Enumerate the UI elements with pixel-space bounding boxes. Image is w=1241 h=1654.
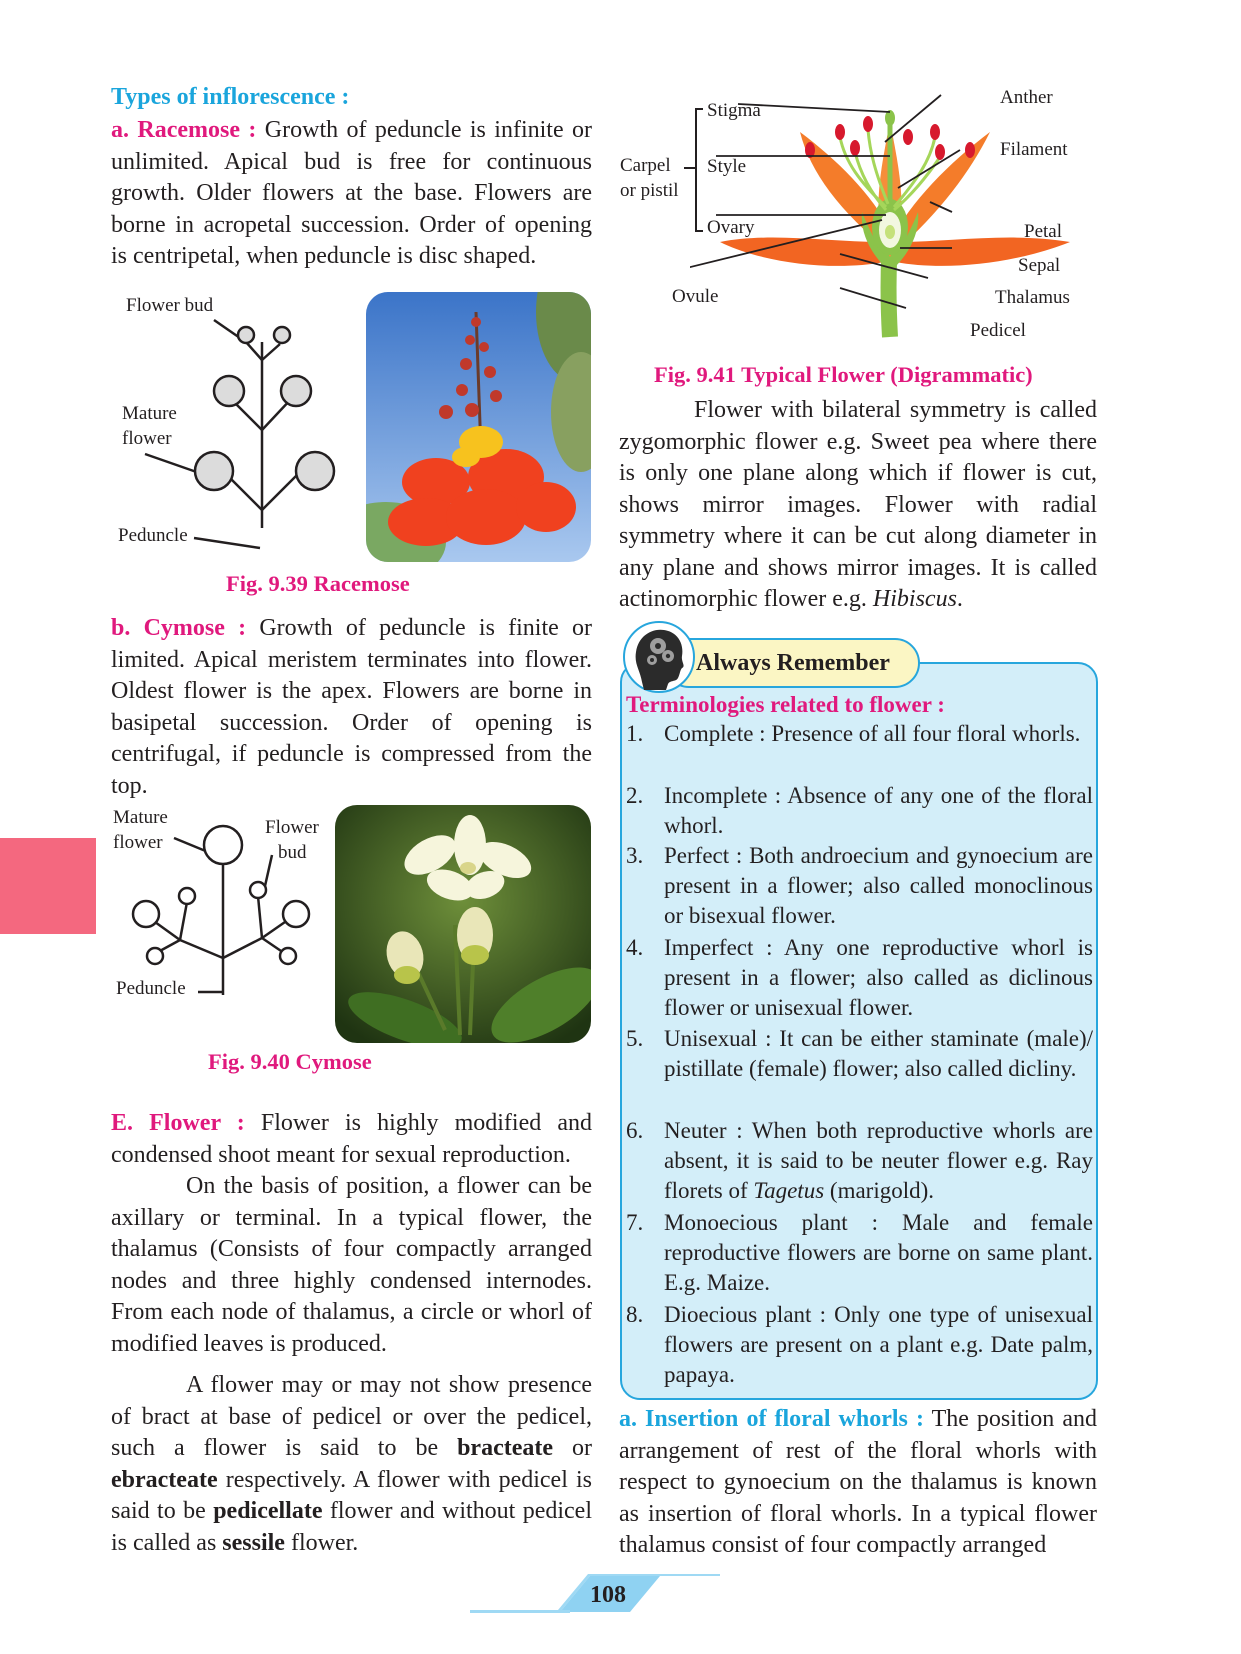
term-item-2 (626, 781, 1093, 841)
terminologies-title: Terminologies related to flower : (626, 692, 945, 717)
symmetry-paragraph (619, 395, 1097, 616)
bract-text-4: flower and without pedicel is called as (111, 1498, 593, 1556)
term-number: 2. (626, 783, 644, 808)
label-thalamus: Thalamus (995, 287, 1070, 308)
term-item-8 (626, 1300, 1093, 1390)
jasmine-flower-photo-icon (335, 805, 591, 1043)
insertion-paragraph (619, 1404, 1097, 1562)
cymose-text: Growth of peduncle is finite or limited. Apical meristem terminates into flower. Oldest flower is the apex. Flowers are borne in basipetal succession. Order of opening is centrifugal, if peduncle is compressed from the top. (111, 615, 592, 799)
bracteate-term: bracteate (457, 1435, 554, 1461)
fig39-caption: Fig. 9.39 Racemose (226, 571, 410, 596)
fig40-label-peduncle: Peduncle (116, 978, 186, 999)
term-text: Unisexual : It can be either staminate (male)/ pistillate (female) flower; also called dicliny. (664, 1026, 1093, 1081)
fig40-label-bud-1: Flower (265, 817, 319, 838)
term-text: Monoecious plant : Male and female reproductive flowers are borne on same plant. E.g. Maize. (664, 1210, 1093, 1295)
fig41-caption: Fig. 9.41 Typical Flower (Digrammatic) (654, 362, 1033, 387)
term-number: 3. (626, 843, 644, 868)
position-paragraph: On the basis of position, a flower can be axillary or terminal. In a typical flower, the thalamus (Consists of four compactly arranged nodes and three highly condensed internodes. From each node of thalamus, a circle or whorl of modified leaves is produced. (111, 1173, 592, 1357)
cymose-lead: b. Cymose : (111, 615, 247, 641)
label-sepal: Sepal (1018, 255, 1061, 276)
carpel-bracket-tick (684, 167, 695, 169)
term-item-4 (626, 933, 1093, 1023)
term-item-1 (626, 719, 1093, 749)
term-text-part: (marigold). (824, 1178, 935, 1203)
cymose-paragraph (111, 613, 592, 802)
term-text-part: Neuter : When both reproductive whorls are absent, it is said to be neuter flower e.g. Ray florets of (664, 1118, 1093, 1203)
racemose-text: Growth of peduncle is infinite or unlimited. Apical bud is free for continuous growth. Older flowers at the base. Flowers are borne in acropetal succession. Order of opening is centripetal, when peduncle is disc shaped. (111, 117, 592, 269)
bract-text-2: or (553, 1435, 592, 1461)
term-text: Complete : Presence of all four floral whorls. (664, 721, 1081, 746)
term-number: 8. (626, 1302, 644, 1327)
fig39-label-flower: flower (122, 428, 172, 449)
label-carpel: Carpel (620, 155, 671, 176)
term-text: Imperfect : Any one reproductive whorl is present in a flower; also called as diclinous flower or unisexual flower. (664, 935, 1093, 1020)
fig39-label-peduncle: Peduncle (118, 525, 188, 546)
symmetry-text: Flower with bilateral symmetry is called zygomorphic flower e.g. Sweet pea where there is only one plane along which if flower is cut, shows mirror images. Flower with radial symmetry where it can be cut along diameter in any plane and shows mirror images. It is called actinomorphic flower e.g. (619, 397, 1097, 612)
fig40-label-flower: flower (113, 832, 163, 853)
label-ovary: Ovary (707, 217, 755, 238)
term-text: Perfect : Both androecium and gynoecium are present in a flower; also called monoclinous or bisexual flower. (664, 843, 1093, 928)
flower-paragraph (111, 1108, 592, 1171)
term-item-3 (626, 841, 1093, 931)
bract-text-3: respectively. A flower with pedicel is said to be (111, 1466, 592, 1524)
fig40-label-mature: Mature (113, 807, 168, 828)
insertion-lead: a. Insertion of floral whorls : (619, 1406, 924, 1432)
label-filament: Filament (1000, 139, 1068, 160)
term-item-5 (626, 1024, 1093, 1084)
ebracteate-term: ebracteate (111, 1466, 218, 1493)
racemose-paragraph (111, 115, 592, 273)
label-ovule: Ovule (672, 286, 719, 307)
term-item-7 (626, 1208, 1093, 1298)
fig39-label-mature: Mature (122, 403, 177, 424)
term-text: Dioecious plant : Only one type of unisexual flowers are present on a plant e.g. Date palm, papaya. (664, 1302, 1093, 1387)
flower-lead: E. Flower : (111, 1110, 245, 1136)
tagetus-term: Tagetus (753, 1178, 825, 1203)
racemose-lead: a. Racemose : (111, 117, 257, 143)
racemose-diagram (110, 290, 360, 560)
head-gears-icon (622, 620, 696, 694)
types-heading: Types of inflorescence : (111, 84, 350, 110)
always-remember-tag: Always Remember (664, 638, 920, 688)
pedicellate-term: pedicellate (213, 1498, 323, 1524)
label-petal: Petal (1024, 221, 1062, 242)
term-number: 1. (626, 721, 644, 746)
term-text: Incomplete : Absence of any one of the floral whorl. (664, 783, 1093, 838)
sessile-term: sessile (222, 1529, 285, 1556)
label-anther: Anther (1000, 87, 1053, 108)
bract-paragraph (111, 1370, 592, 1559)
insertion-text: The position and arrangement of rest of the floral whorls with respect to gynoecium on the thalamus is known as insertion of floral whorls. In a typical flower thalamus consist of four compactly arranged (619, 1406, 1097, 1558)
page-number: 108 (590, 1582, 626, 1608)
fig40-caption: Fig. 9.40 Cymose (208, 1049, 372, 1074)
label-stigma: Stigma (707, 100, 761, 121)
flower-text: Flower is highly modified and condensed shoot meant for sexual reproduction. (111, 1110, 593, 1168)
label-pedicel: Pedicel (970, 320, 1026, 341)
carpel-bracket (695, 108, 703, 232)
label-style: Style (707, 156, 747, 177)
term-item-6 (626, 1116, 1093, 1206)
fig39-label-flower-bud: Flower bud (126, 295, 214, 316)
label-or-pistil: or pistil (620, 180, 679, 201)
term-text (664, 1116, 1093, 1206)
bract-text-5: flower. (284, 1529, 359, 1556)
term-number: 5. (626, 1026, 644, 1051)
chapter-side-tab (0, 838, 96, 934)
hibiscus-term: Hibiscus (872, 586, 957, 612)
term-number: 4. (626, 935, 644, 960)
racemose-flower-photo-icon (366, 292, 591, 562)
bract-text-1: A flower may or may not show presence of bract at base of pedicel or over the pedicel, such a flower is said to be (111, 1372, 592, 1461)
fig40-label-bud-2: bud (278, 842, 307, 863)
term-number: 7. (626, 1210, 644, 1235)
symmetry-text-end: . (956, 586, 963, 612)
term-number: 6. (626, 1118, 644, 1143)
